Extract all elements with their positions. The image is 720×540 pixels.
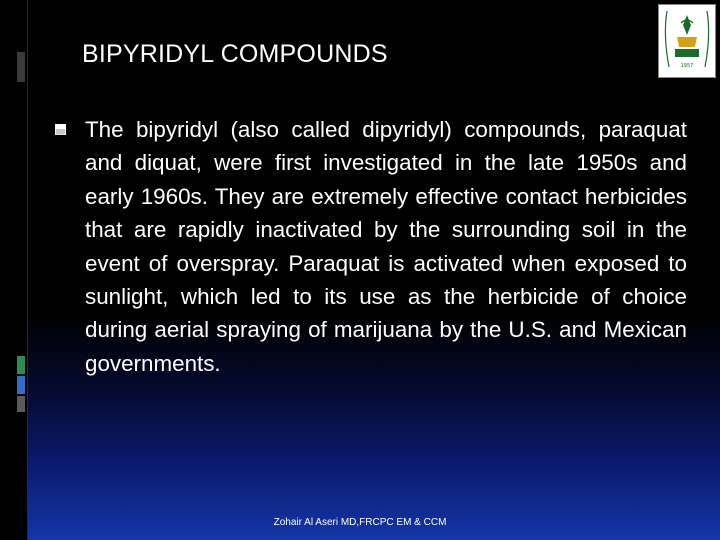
university-seal-icon (659, 5, 715, 77)
footer-author: Zohair Al Aseri MD,FRCPC EM & CCM (273, 517, 447, 528)
square-bullet-icon (55, 122, 66, 133)
slide-title: BIPYRIDYL COMPOUNDS (82, 40, 388, 68)
bullet-list (55, 113, 687, 380)
accent-green-stripe (17, 356, 25, 374)
bullet-text: The bipyridyl (also called dipyridyl) compounds, paraquat and diquat, were first investigated in the late 1950s and early 1960s. They are extremely effective contact herbicides that are rapidly inactivated by the surrounding soil in the event of overspray. Paraquat is activated when exposed to sunlight, which led to its use as the herbicide of choice during aerial spraying of marijuana by the U.S. and Mexican governments. (85, 117, 687, 376)
title-accent-block (17, 52, 25, 82)
king-saud-university-logo (658, 4, 716, 78)
edge-divider (27, 0, 28, 540)
accent-blue-stripe (17, 376, 25, 394)
accent-gray-stripe (17, 396, 25, 412)
svg-text:1957: 1957 (680, 63, 694, 69)
